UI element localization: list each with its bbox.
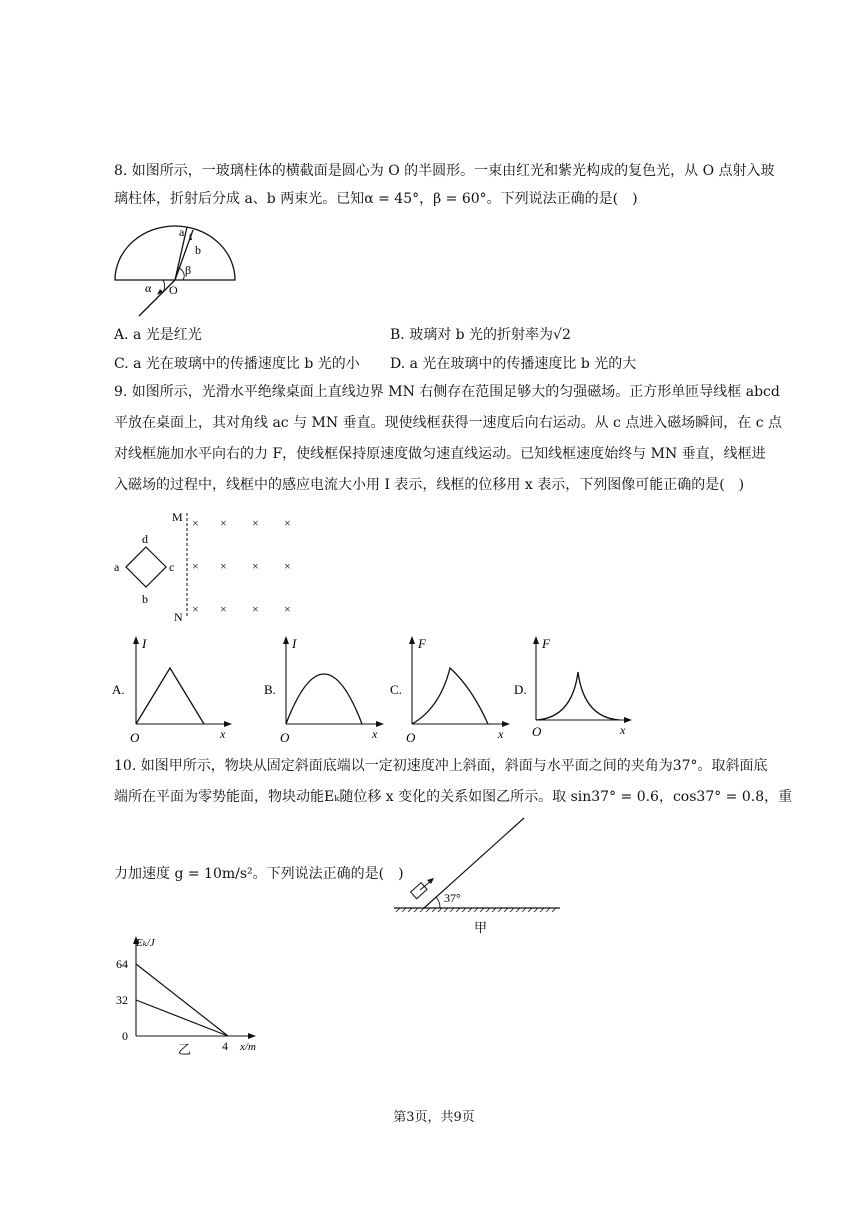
ek-tick-64: 64 bbox=[116, 957, 128, 971]
page-footer: 第3页，共9页 bbox=[393, 1110, 475, 1125]
field-cross: × bbox=[252, 516, 259, 530]
q9-line-2: 平放在桌面上，其对角线 ac 与 MN 垂直。现使线框获得一速度后向右运动。从 c 点进入磁场瞬间，在 c 点 bbox=[114, 415, 783, 431]
field-cross: × bbox=[192, 559, 199, 573]
q8-label-a: a bbox=[179, 225, 185, 239]
q10-caption-jia: 甲 bbox=[474, 920, 488, 935]
q8-option-b[interactable]: B. 玻璃对 b 光的折射率为√2 bbox=[390, 327, 571, 343]
q10-line-2: 端所在平面为零势能面，物块动能Eₖ随位移 x 变化的关系如图乙所示。取 sin37° = 0.6，cos37° = 0.8，重 bbox=[114, 789, 793, 805]
field-cross: × bbox=[220, 559, 227, 573]
ek-x-label: x/m bbox=[240, 1041, 256, 1053]
q10-line-1: 10. 如图甲所示，物块从固定斜面底端以一定初速度冲上斜面，斜面与水平面之间的夹角为37°。取斜面底 bbox=[114, 758, 768, 774]
graph-x-label: x bbox=[220, 727, 226, 741]
q8-label-alpha: α bbox=[145, 281, 152, 295]
q9-label-a: a bbox=[114, 560, 120, 574]
ek-y-label: Eₖ/J bbox=[136, 937, 155, 949]
graph-x-label: x bbox=[498, 727, 504, 741]
graph-y-label: I bbox=[142, 636, 147, 651]
field-cross: × bbox=[220, 516, 227, 530]
graph-option-label: B. bbox=[264, 682, 276, 697]
q9-graph-d[interactable] bbox=[512, 632, 637, 747]
graph-option-label: C. bbox=[390, 682, 402, 697]
ek-tick-32: 32 bbox=[116, 993, 128, 1007]
q9-label-c: c bbox=[169, 560, 175, 574]
q9-line-4: 入磁场的过程中，线框中的感应电流大小用 I 表示，线框的位移用 x 表示，下列图像可能正确的是( ) bbox=[114, 477, 745, 493]
field-cross: × bbox=[252, 559, 259, 573]
graph-y-label: F bbox=[418, 636, 426, 651]
q10-caption-yi: 乙 bbox=[178, 1042, 192, 1057]
q9-field-figure bbox=[108, 505, 308, 625]
graph-option-label: D. bbox=[514, 682, 527, 697]
q8-label-beta: β bbox=[185, 263, 192, 277]
graph-y-label: I bbox=[292, 636, 297, 651]
q10-incline-figure bbox=[390, 812, 565, 942]
graph-origin: O bbox=[532, 724, 542, 739]
graph-y-label: F bbox=[542, 636, 550, 651]
q9-label-d: d bbox=[142, 532, 148, 546]
q9-line-1: 9. 如图所示，光滑水平绝缘桌面上直线边界 MN 右侧存在范围足够大的匀强磁场。正方形单匝导线框 abcd bbox=[114, 384, 780, 400]
q8-option-c[interactable]: C. a 光在玻璃中的传播速度比 b 光的小 bbox=[114, 356, 360, 372]
q10-ek-graph bbox=[112, 930, 272, 1060]
q10-angle-label: 37° bbox=[444, 891, 461, 905]
q9-graph-a[interactable] bbox=[108, 632, 233, 747]
q9-label-m: M bbox=[172, 510, 183, 524]
ek-tick-0: 0 bbox=[122, 1029, 128, 1043]
q8-option-a[interactable]: A. a 光是红光 bbox=[114, 327, 202, 343]
q8-semicircle-figure bbox=[105, 218, 245, 328]
q9-line-3: 对线框施加水平向右的力 F，使线框保持原速度做匀速直线运动。已知线框速度始终与 MN 垂直，线框进 bbox=[114, 446, 766, 462]
graph-x-label: x bbox=[620, 723, 626, 737]
graph-origin: O bbox=[280, 730, 290, 745]
graph-origin: O bbox=[406, 730, 416, 745]
q8-line-2: 璃柱体，折射后分成 a、b 两束光。已知α = 45°，β = 60°。下列说法正确的是( ) bbox=[114, 191, 638, 207]
field-cross: × bbox=[192, 516, 199, 530]
field-cross: × bbox=[252, 602, 259, 616]
field-cross: × bbox=[284, 602, 291, 616]
q10-line-3: 力加速度 g = 10m/s²。下列说法正确的是( ) bbox=[114, 866, 404, 882]
q9-label-b: b bbox=[142, 592, 148, 606]
graph-x-label: x bbox=[372, 727, 378, 741]
q8-label-o: O bbox=[169, 283, 178, 297]
field-cross: × bbox=[220, 602, 227, 616]
graph-origin: O bbox=[130, 730, 140, 745]
q8-option-d[interactable]: D. a 光在玻璃中的传播速度比 b 光的大 bbox=[390, 356, 637, 372]
q8-line-1: 8. 如图所示，一玻璃柱体的横截面是圆心为 O 的半圆形。一束由红光和紫光构成的复色光，从 O 点射入玻 bbox=[114, 163, 775, 179]
q9-graph-b[interactable] bbox=[262, 632, 387, 747]
graph-option-label: A. bbox=[112, 682, 125, 697]
ek-tick-4: 4 bbox=[222, 1039, 228, 1053]
field-cross: × bbox=[284, 559, 291, 573]
q9-graph-c[interactable] bbox=[388, 632, 513, 747]
q9-label-n: N bbox=[174, 610, 183, 624]
q8-label-b: b bbox=[195, 243, 201, 257]
field-cross: × bbox=[284, 516, 291, 530]
field-cross: × bbox=[192, 602, 199, 616]
